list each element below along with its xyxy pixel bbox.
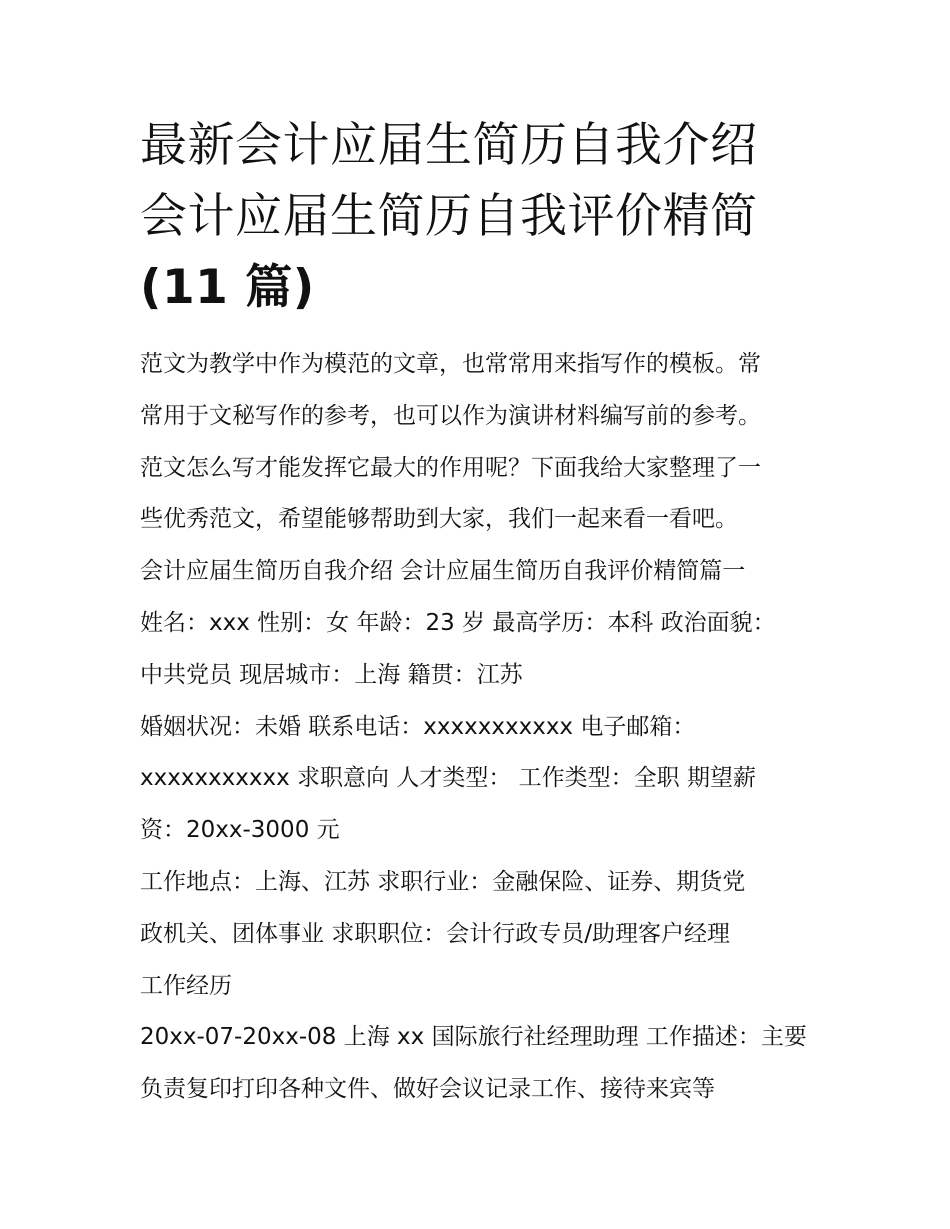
body-line: 范文怎么写才能发挥它最大的作用呢？下面我给大家整理了一 [140,454,761,481]
body-line: 些优秀范文，希望能够帮助到大家，我们一起来看一看吧。 [140,506,738,533]
document-content [140,110,820,1116]
document-title [140,110,820,323]
body-line: 婚姻状况：未婚 联系电话：xxxxxxxxxxx 电子邮箱： [140,713,696,740]
title-line-1: 最新会计应届生简历自我介绍 [140,118,758,173]
document-body [140,339,820,1116]
body-line: 政机关、团体事业 求职职位：会计行政专员/助理客户经理 [140,920,731,947]
title-line-3: (11 篇) [140,260,315,315]
body-line: xxxxxxxxxxx 求职意向 人才类型： 工作类型：全职 期望薪 [140,765,756,792]
body-line: 范文为教学中作为模范的文章，也常常用来指写作的模板。常 [140,351,761,377]
body-line: 工作地点：上海、江苏 求职行业：金融保险、证券、期货党 [140,868,746,895]
body-line: 20xx-07-20xx-08 上海 xx 国际旅行社经理助理 工作描述：主要 [140,1024,807,1051]
body-line: 中共党员 现居城市：上海 籍贯：江苏 [140,661,523,688]
body-line: 常用于文秘写作的参考，也可以作为演讲材料编写前的参考。 [140,402,761,429]
work-experience-heading: 工作经历 [140,972,232,999]
body-line: 负责复印打印各种文件、做好会议记录工作、接待来宾等 [140,1076,715,1103]
section-heading: 会计应届生简历自我介绍 会计应届生简历自我评价精简篇一 [140,558,746,585]
body-line: 姓名：xxx 性别：女 年龄：23 岁 最高学历：本科 政治面貌： [140,609,776,636]
title-line-2: 会计应届生简历自我评价精简 [140,189,758,244]
body-line: 资：20xx-3000 元 [140,817,340,844]
